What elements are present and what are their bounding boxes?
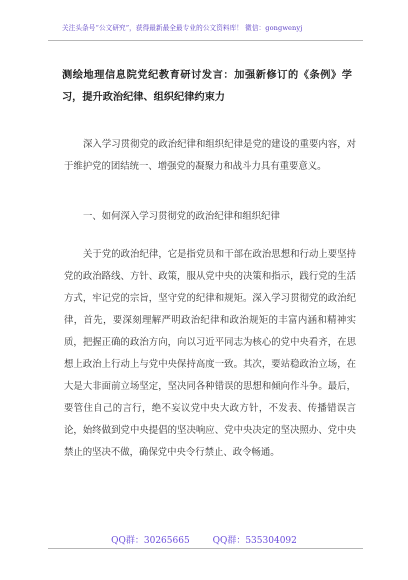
document-title: 测绘地理信息院党纪教育研讨发言：加强新修订的《条例》学习，提升政治纪律、组织纪律约束力: [62, 69, 352, 103]
footer-divider: [48, 548, 363, 549]
footer-qq-group-2: QQ群：535304092: [212, 536, 297, 546]
header-divider: [48, 40, 363, 41]
intro-paragraph: 深入学习贯彻党的政治纪律和组织纪律是党的建设的重要内容，对于维护党的团结统一、增强党的凝聚力和战斗力具有重要意义。: [64, 139, 356, 172]
footer-qq-group-1: QQ群：30265665: [111, 536, 190, 546]
section-body-paragraph: 关于党的政治纪律，它是指党员和干部在政治思想和行动上要坚持党的政治路线、方针、政策，服从党中央的决策和指示，践行党的生活方式，牢记党的宗旨，坚守党的纪律和规矩。深入学习贯彻党的政治纪律，首先，要深刻理解严明政治纪律和政治规矩的丰富内涵和精神实质，把握正确的政治方向，向以习近平同志为核心的党中央看齐，在思想上政治上行动上与党中央保持高度一致。其次，要站稳政治立场，在大是大非面前立场坚定，坚决同各种错误的思想和倾向作斗争。最后，要管住自己的言行，绝不妄议党中央大政方针，不发表、传播错误言论，始终做到党中央提倡的坚决响应、党中央决定的坚决照办、党中央禁止的坚决不做，确保党中央令行禁止、政令畅通。: [64, 249, 356, 458]
footer: [0, 533, 408, 546]
section-heading: 一、如何深入学习贯彻党的政治纪律和组织纪律: [83, 211, 280, 222]
header-banner: 关注头条号“公文研究”，获得最新最全最专业的公文资料库！ 微信：gongwenyj: [62, 24, 303, 32]
